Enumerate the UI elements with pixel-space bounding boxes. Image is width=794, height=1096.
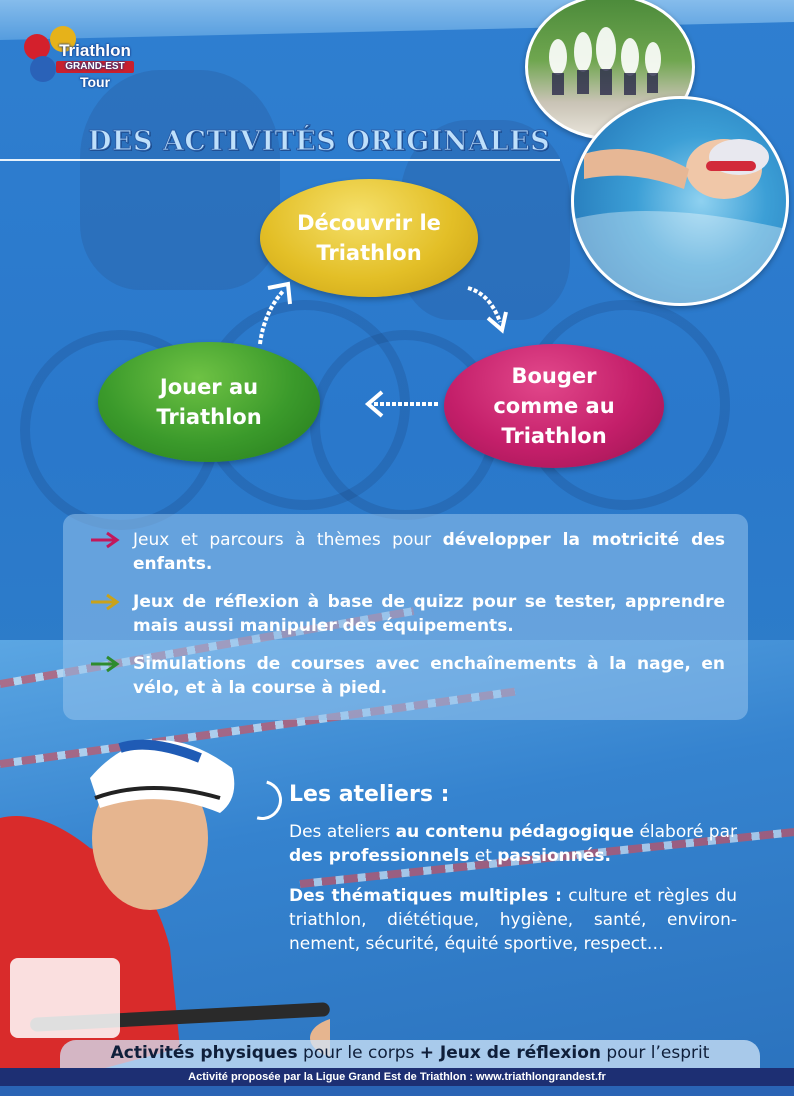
page-title: DES ACTIVITÉS ORIGINALES xyxy=(88,126,551,157)
cycle-arrow-bottom-icon xyxy=(360,388,440,424)
footer-bottom-strip xyxy=(0,1086,794,1096)
triathlon-grand-est-tour-logo xyxy=(22,22,130,114)
discover-triathlon-label: Découvrir le Triathlon xyxy=(297,211,441,265)
ateliers-paragraph-1: Des ateliers au contenu pédagogique élaboré par des professionnels et passionnés. xyxy=(289,822,737,866)
arrow-right-icon xyxy=(89,654,121,674)
swimmer-photo xyxy=(571,96,789,306)
logo-line3: Tour xyxy=(79,74,111,90)
ateliers-paragraph-2: Des thématiques multiples : culture et règles du triathlon, diététique, hygiène, santé, environ-nement, sécurité, équité sportive, respect… xyxy=(289,886,737,954)
swimmer-figure xyxy=(574,99,786,303)
swim-icon xyxy=(30,56,56,82)
move-like-triathlon-label: Bouger comme au Triathlon xyxy=(493,364,615,448)
move-like-triathlon-bubble xyxy=(444,344,664,468)
arrow-right-icon xyxy=(89,530,121,550)
play-triathlon-bubble xyxy=(98,342,320,462)
logo-line1: Triathlon xyxy=(59,41,131,60)
cycle-arrow-left-up-icon xyxy=(240,276,300,346)
tagline: Activités physiques pour le corps + Jeux de réflexion pour l’esprit xyxy=(110,1043,710,1063)
activity-item-2: Jeux de réflexion à base de quizz pour se tester, apprendre mais aussi manipuler des équipements. xyxy=(133,590,725,638)
activity-item-1: Jeux et parcours à thèmes pour développer la motricité des enfants. xyxy=(133,528,725,576)
logo-line2: GRAND-EST xyxy=(56,61,134,73)
footer-credit: Activité proposée par la Ligue Grand Est de Triathlon : www.triathlongrandest.fr xyxy=(0,1068,794,1086)
ateliers-title: Les ateliers : xyxy=(289,782,450,807)
activities-info-box xyxy=(63,514,748,720)
title-underline xyxy=(0,159,560,161)
arrow-right-icon xyxy=(89,592,121,612)
cycle-arrow-top-right-icon xyxy=(460,282,520,342)
play-triathlon-label: Jouer au Triathlon xyxy=(156,375,262,429)
activity-item-3: Simulations de courses avec enchaînements à la nage, en vélo, et à la course à pied. xyxy=(133,652,725,700)
